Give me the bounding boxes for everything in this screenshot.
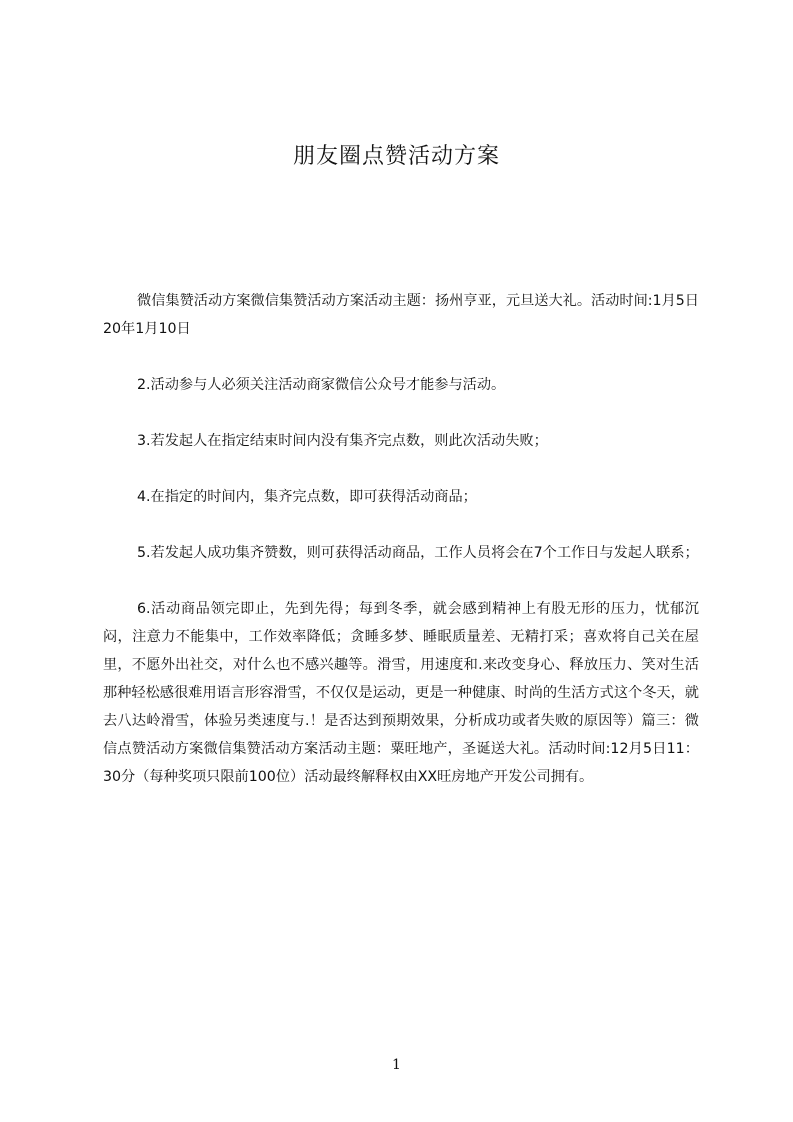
paragraph-rule-6: 6.活动商品领完即止，先到先得；每到冬季，就会感到精神上有股无形的压力，忧郁沉闷，注意力不能集中，工作效率降低；贪睡多梦、睡眠质量差、无精打采；喜欢将自己关在屋里，不愿外出社交，对什么也不感兴趣等。滑雪，用速度和.来改变身心、释放压力、笑对生活那种轻松感很难用语言形容滑雪，不仅仅是运动，更是一种健康、时尚的生活方式这个冬天，就去八达岭滑雪，体验另类速度与.！是否达到预期效果，分析成功或者失败的原因等）篇三：微信点赞活动方案微信集赞活动方案活动主题：粟旺地产，圣诞送大礼。活动时间:12月5日11：30分（每种奖项只限前100位）活动最终解释权由XX旺房地产开发公司拥有。 [103,601,699,785]
paragraph-rule-4: 4.在指定的时间内，集齐完点数，即可获得活动商品； [137,489,477,505]
paragraph-rule-5: 5.若发起人成功集齐赞数，则可获得活动商品，工作人员将会在7个工作日与发起人联系； [137,545,699,561]
paragraph-activity-theme: 微信集赞活动方案微信集赞活动方案活动主题：扬州亨亚，元旦送大礼。活动时间:1月5日20年1月10日 [103,293,699,337]
document-title: 朋友圈点赞活动方案 [292,144,500,169]
document-body [103,287,699,791]
paragraph-rule-3: 3.若发起人在指定结束时间内没有集齐完点数，则此次活动失败； [137,433,548,449]
page-number: 1 [392,1057,401,1073]
paragraph-rule-2: 2.活动参与人必须关注活动商家微信公众号才能参与活动。 [137,377,506,393]
